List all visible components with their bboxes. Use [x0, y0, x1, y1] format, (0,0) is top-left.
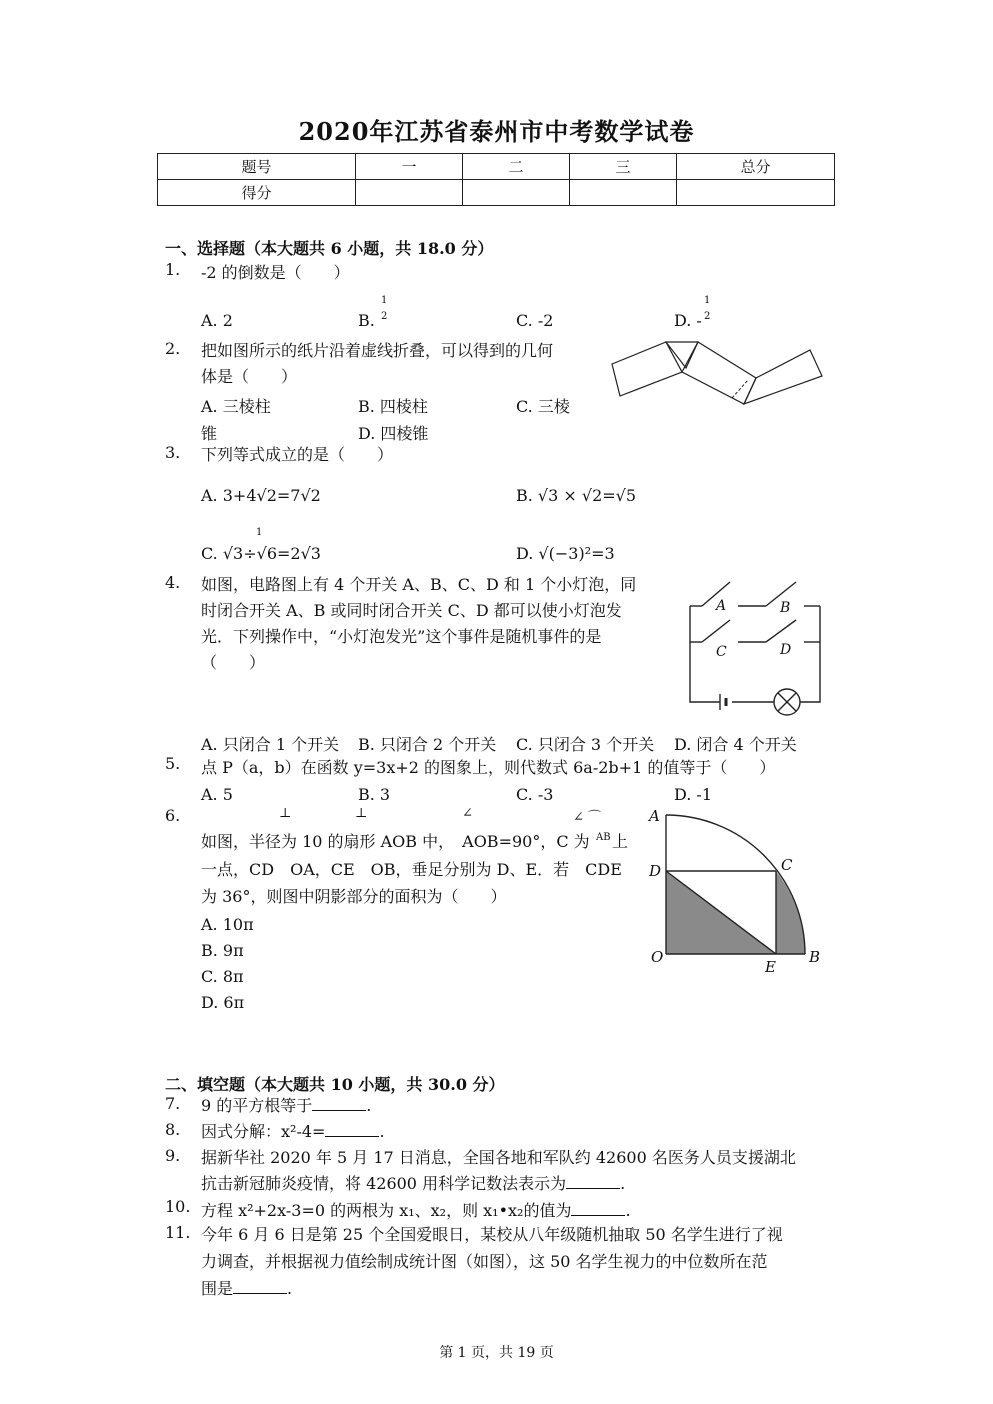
option-a: A. 只闭合 1 个开关 — [201, 735, 340, 754]
table-cell: 一 — [356, 154, 463, 180]
option-b: B. — [358, 311, 375, 330]
perp-mark: ⊥ — [279, 806, 292, 821]
option-c: C. -3 — [516, 785, 554, 804]
question-number: 10. — [165, 1197, 191, 1216]
option-c: C. 8π — [201, 967, 244, 986]
fraction-numerator: 1 — [381, 295, 388, 306]
question-number: 5. — [165, 754, 181, 773]
question-text: 把如图所示的纸片沿着虚线折叠，可以得到的几何 — [201, 341, 554, 360]
option-d: D. 6π — [201, 993, 245, 1012]
point-label: B — [809, 948, 821, 966]
option-d: D. - — [674, 311, 702, 330]
question-end: . — [620, 1174, 626, 1193]
question-text: 上 — [612, 832, 629, 851]
point-label: D — [649, 862, 662, 880]
switch-d — [766, 620, 796, 642]
question-text: 因式分解：x²-4= — [201, 1122, 326, 1141]
table-row — [158, 154, 835, 180]
question-end: . — [366, 1096, 372, 1115]
answer-blank[interactable] — [571, 1201, 625, 1216]
table-row — [158, 180, 835, 206]
question-text: 下列等式成立的是（ ） — [201, 445, 394, 464]
question-text: （ ） — [201, 653, 266, 672]
point-label: E — [765, 958, 776, 972]
question-number: 9. — [165, 1146, 181, 1165]
question-end: . — [287, 1279, 293, 1298]
switch-label: B — [780, 600, 791, 616]
angle-mark: ∠ ⌒ — [573, 810, 602, 825]
answer-blank[interactable] — [325, 1122, 379, 1137]
circuit-diagram — [680, 572, 830, 724]
question-text: 围是 — [201, 1279, 234, 1298]
question-text: 方程 x²+2x-3=0 的两根为 x₁、x₂，则 x₁•x₂的值为 — [201, 1201, 572, 1220]
perp-mark: ⊥ — [355, 806, 368, 821]
question-line — [201, 1093, 371, 1119]
table-cell: 总分 — [677, 154, 835, 180]
fraction-numerator: 1 — [256, 527, 263, 538]
question-text: 据新华社 2020 年 5 月 17 日消息，全国各地和军队约 42600 名医务人员支援湖北 — [201, 1148, 796, 1167]
switch-c — [702, 620, 730, 642]
fold-line — [732, 380, 748, 398]
score-table — [157, 153, 835, 206]
point-label: C — [781, 856, 793, 874]
section-heading: 二、填空题（本大题共 10 小题，共 30.0 分） — [165, 1075, 505, 1094]
option-d: D. 闭合 4 个开关 — [674, 735, 797, 754]
sector-figure — [645, 806, 830, 972]
question-text: 体是（ ） — [201, 367, 298, 386]
fraction-denominator: 2 — [381, 311, 388, 322]
question-text: 9 的平方根等于 — [201, 1096, 313, 1115]
fraction-numerator: 1 — [704, 295, 711, 306]
question-number: 7. — [165, 1094, 181, 1113]
option-a: A. 2 — [201, 311, 233, 330]
option-c: C. 只闭合 3 个开关 — [516, 735, 655, 754]
question-number: 2. — [165, 339, 181, 358]
score-cell[interactable] — [677, 180, 835, 206]
option-b: B. 四棱柱 — [358, 397, 428, 416]
option-c: C. 三棱 — [516, 397, 570, 416]
option-d: D. -1 — [674, 785, 713, 804]
question-number: 4. — [165, 573, 181, 592]
score-cell[interactable] — [356, 180, 463, 206]
question-text: 如图，电路图上有 4 个开关 A、B、C、D 和 1 个小灯泡，同 — [201, 575, 637, 594]
option-a: A. 10π — [201, 915, 254, 934]
option-d: D. √(−3)²=3 — [516, 544, 615, 563]
question-number: 8. — [165, 1120, 181, 1139]
option-d: D. 四棱锥 — [358, 424, 429, 443]
score-cell[interactable] — [570, 180, 677, 206]
question-text: 如图，半径为 10 的扇形 AOB 中， AOB=90°，C 为 — [201, 832, 590, 851]
option-a: A. 三棱柱 — [201, 397, 271, 416]
question-end: . — [625, 1201, 631, 1220]
table-cell: 二 — [463, 154, 570, 180]
angle-mark: ∠ — [462, 806, 473, 821]
option-a: A. 5 — [201, 785, 233, 804]
question-number: 11. — [165, 1223, 191, 1242]
question-text: 光．下列操作中，“小灯泡发光”这个事件是随机事件的是 — [201, 627, 602, 646]
option-a: A. 3+4√2=7√2 — [201, 486, 321, 505]
point-label: A — [649, 807, 660, 825]
table-cell: 得分 — [158, 180, 356, 206]
question-text: 点 P（a，b）在函数 y=3x+2 的图象上，则代数式 6a-2b+1 的值等于（ ） — [201, 758, 776, 777]
question-text: -2 的倒数是（ ） — [201, 263, 350, 282]
score-cell[interactable] — [463, 180, 570, 206]
shaded-region — [776, 871, 805, 954]
question-text: 时闭合开关 A、B 或同时闭合开关 C、D 都可以使小灯泡发 — [201, 601, 622, 620]
answer-blank[interactable] — [233, 1279, 287, 1294]
answer-blank[interactable] — [312, 1096, 366, 1111]
paper-panel — [682, 342, 756, 404]
option-c: C. √3÷√6=2√3 — [201, 544, 321, 563]
folding-paper-figure — [608, 338, 826, 410]
answer-blank[interactable] — [566, 1174, 620, 1189]
question-text: 一点，CD OA，CE OB，垂足分别为 D、E．若 CDE — [201, 860, 622, 879]
page-footer: 第 1 页，共 19 页 — [439, 1345, 554, 1361]
question-line — [201, 1171, 625, 1197]
paper-triangle — [666, 342, 698, 368]
switch-label: A — [716, 598, 727, 614]
table-cell: 题号 — [158, 154, 356, 180]
option-b: B. 3 — [358, 785, 391, 804]
question-text: 为 36°，则图中阴影部分的面积为（ ） — [201, 887, 507, 906]
question-line — [201, 1198, 631, 1224]
page-title: 2020年江苏省泰州市中考数学试卷 — [298, 117, 695, 146]
question-number: 6. — [165, 806, 181, 825]
question-number: 3. — [165, 443, 181, 462]
section-heading: 一、选择题（本大题共 6 小题，共 18.0 分） — [165, 239, 494, 258]
question-line — [201, 1276, 292, 1302]
paper-panel — [744, 350, 822, 404]
point-label: O — [651, 948, 664, 966]
fraction-denominator: 2 — [704, 311, 711, 322]
option-b: B. √3 × √2=√5 — [516, 486, 637, 505]
option-c: C. -2 — [516, 311, 554, 330]
option-b: B. 只闭合 2 个开关 — [358, 735, 497, 754]
table-cell: 三 — [570, 154, 677, 180]
wire — [800, 606, 820, 702]
switch-label: C — [716, 644, 727, 660]
question-text: 今年 6 月 6 日是第 25 个全国爱眼日，某校从八年级随机抽取 50 名学生进行了视 — [201, 1225, 783, 1244]
arc-label: AB — [596, 832, 611, 843]
question-number: 1. — [165, 260, 181, 279]
question-end: . — [379, 1122, 385, 1141]
question-text: 抗击新冠肺炎疫情，将 42600 用科学记数法表示为 — [201, 1174, 567, 1193]
option-c-continued: 锥 — [201, 424, 218, 443]
switch-label: D — [780, 642, 792, 658]
question-text: 力调查，并根据视力值绘制成统计图（如图），这 50 名学生视力的中位数所在范 — [201, 1252, 768, 1271]
option-b: B. 9π — [201, 941, 244, 960]
question-line — [201, 1119, 385, 1145]
